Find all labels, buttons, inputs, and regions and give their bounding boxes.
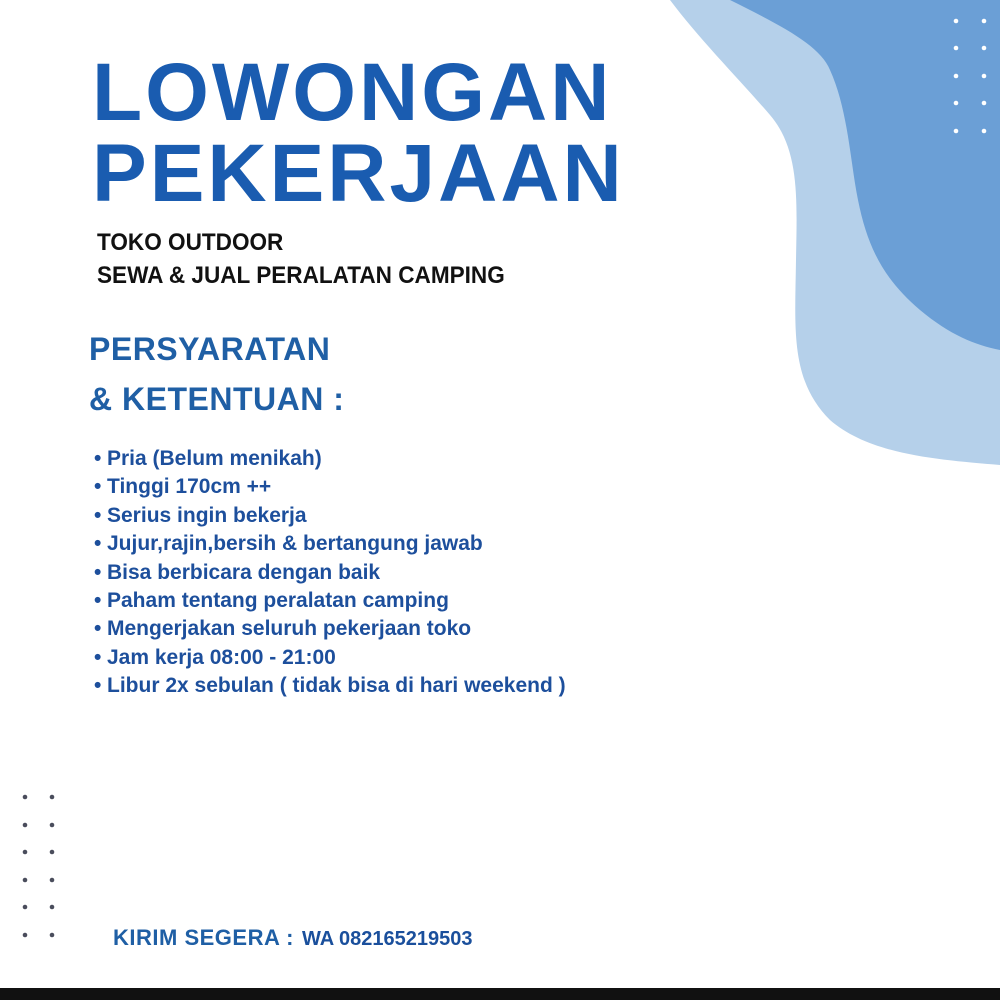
title-line-2: PEKERJAAN: [92, 128, 625, 219]
dot: [982, 74, 987, 79]
dot: [982, 129, 987, 134]
bullet-icon: •: [94, 560, 102, 584]
bullet-icon: •: [94, 475, 102, 499]
dot: [50, 850, 55, 855]
dot: [982, 46, 987, 51]
requirements-heading-1: PERSYARATAN: [89, 331, 331, 367]
dot: [954, 46, 959, 51]
bottom-bar: [0, 988, 1000, 1000]
dot: [23, 905, 28, 910]
bullet-icon: •: [94, 532, 102, 556]
list-item: • Tinggi 170cm ++: [94, 473, 566, 501]
store-description: SEWA & JUAL PERALATAN CAMPING: [97, 262, 505, 289]
list-item: • Pria (Belum menikah): [94, 445, 566, 473]
requirements-list: [94, 445, 566, 701]
dot: [23, 878, 28, 883]
bullet-icon: •: [94, 674, 102, 698]
store-name: TOKO OUTDOOR: [97, 229, 284, 256]
dot: [954, 74, 959, 79]
dot: [954, 19, 959, 24]
bullet-icon: •: [94, 645, 102, 669]
bullet-icon: •: [94, 503, 102, 527]
dot: [23, 795, 28, 800]
list-item: • Jujur,rajin,bersih & bertangung jawab: [94, 530, 566, 558]
dot: [23, 850, 28, 855]
dot: [50, 933, 55, 938]
requirements-heading-2: & KETENTUAN :: [89, 381, 345, 417]
list-item: • Serius ingin bekerja: [94, 502, 566, 530]
dot: [954, 101, 959, 106]
whatsapp-number: WA 082165219503: [301, 928, 473, 950]
dot: [23, 823, 28, 828]
dot-grid-bottom-left: [23, 795, 55, 938]
dot: [954, 129, 959, 134]
list-item: • Bisa berbicara dengan baik: [94, 559, 566, 587]
list-item: • Libur 2x sebulan ( tidak bisa di hari weekend ): [94, 672, 566, 700]
dot: [982, 101, 987, 106]
list-item: • Jam kerja 08:00 - 21:00: [94, 644, 566, 672]
dot: [50, 823, 55, 828]
dot: [50, 795, 55, 800]
contact-label: KIRIM SEGERA :: [113, 925, 294, 950]
list-item: • Paham tentang peralatan camping: [94, 587, 566, 615]
bullet-icon: •: [94, 617, 102, 641]
bullet-icon: •: [94, 447, 102, 470]
list-item: • Mengerjakan seluruh pekerjaan toko: [94, 615, 566, 643]
contact-footer: [113, 925, 473, 951]
bullet-icon: •: [94, 588, 102, 612]
dot: [50, 878, 55, 883]
title-line-1: LOWONGAN: [92, 47, 613, 138]
dot: [50, 905, 55, 910]
dot: [23, 933, 28, 938]
dot: [982, 19, 987, 24]
